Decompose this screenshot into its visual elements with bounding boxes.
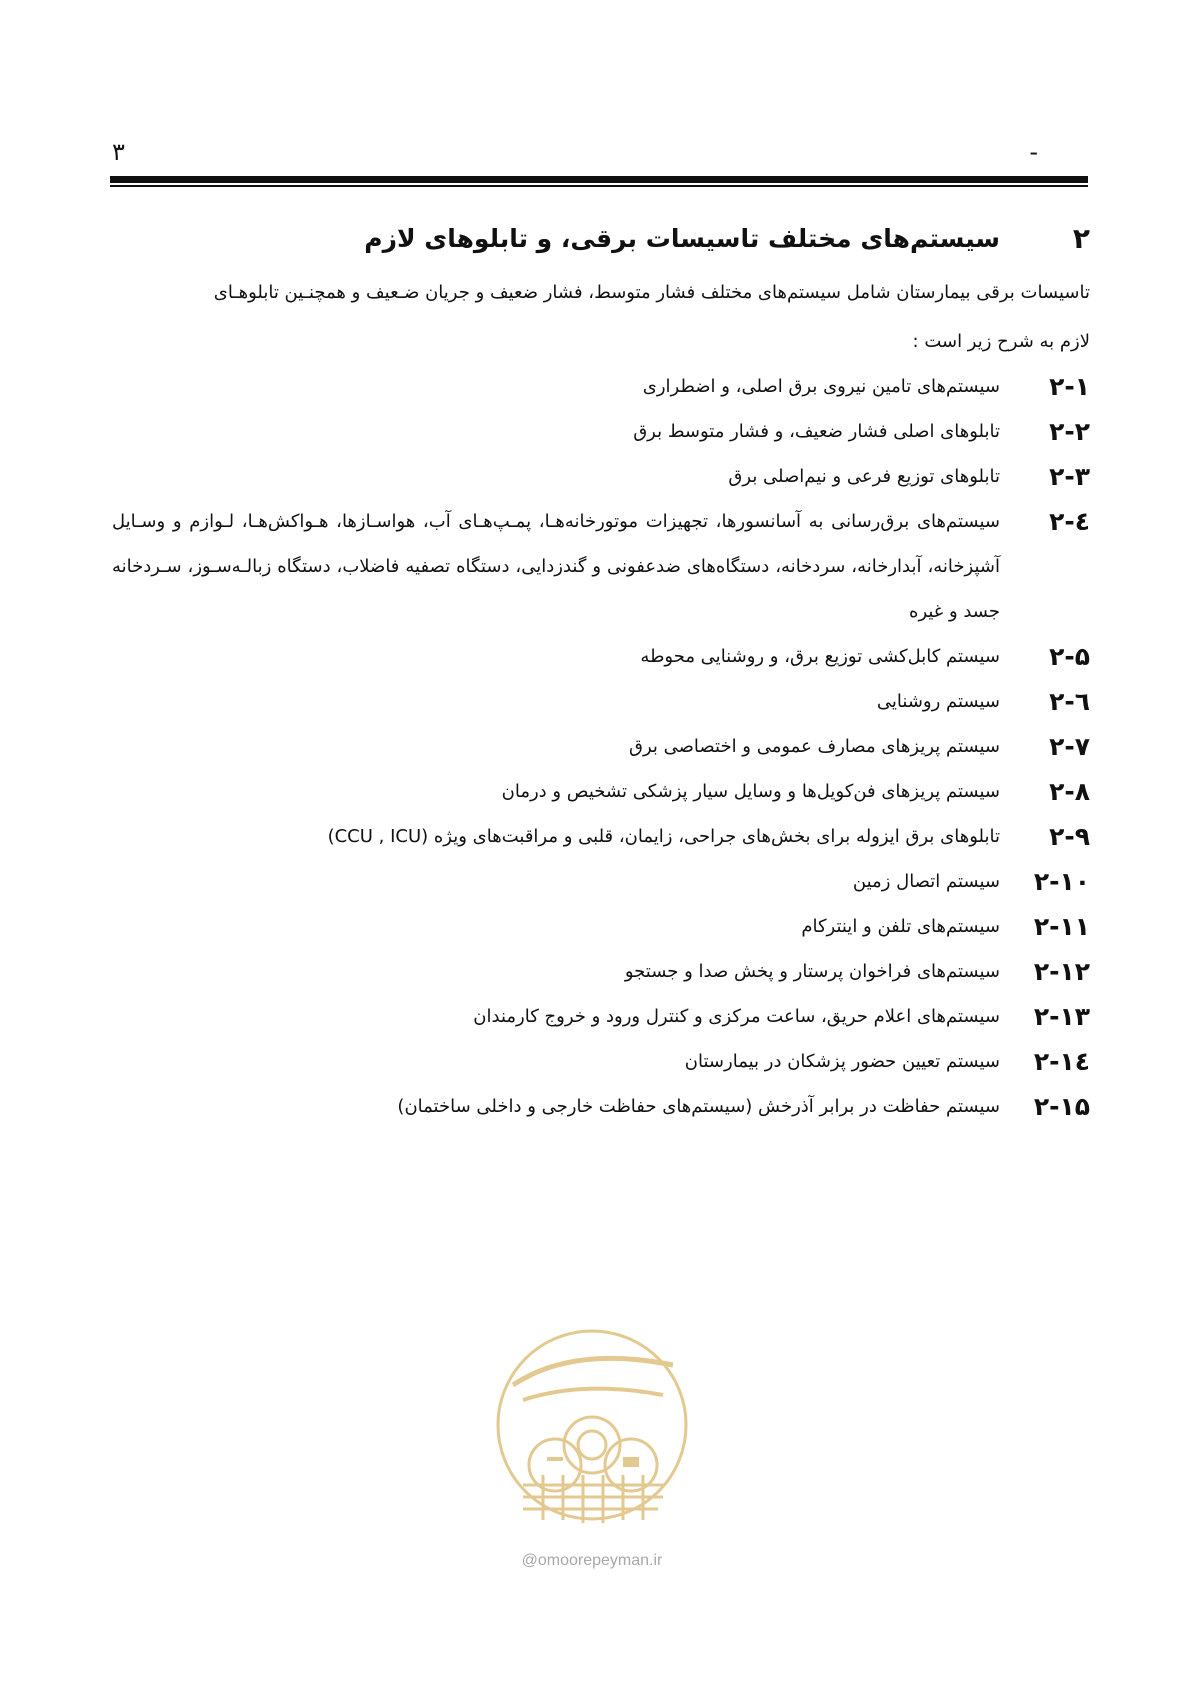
watermark-logo [483,1325,701,1561]
list-item [112,859,1090,904]
item-text: سیستم تعیین حضور پزشکان در بیمارستان [684,1051,1000,1072]
item-number: ۲-۸ [1049,777,1090,806]
intro-paragraph-line2: لازم به شرح زیر است : [912,331,1090,352]
item-number: ۲-۱۱ [1033,912,1090,941]
list-item [112,724,1090,769]
item-number: ۲-۷ [1049,732,1090,761]
list-item [112,949,1090,994]
intro-paragraph-line1: تاسیسات برقی بیمارستان شامل سیستم‌های مختلف فشار متوسط، فشار ضعیف و جریان ضـعیف و همچنـین تابلوهـای [213,282,1090,303]
list-item [112,454,1090,499]
list-item [112,409,1090,454]
item-text: سیستم اتصال زمین [852,871,1000,892]
item-number: ۲-۳ [1049,462,1090,491]
item-text: سیستم‌های تلفن و اینترکام [801,916,1000,937]
list-item [112,634,1090,679]
header-dash: - [1029,138,1038,166]
item-text: تابلوهای برق ایزوله برای بخش‌های جراحی، زایمان، قلبی و مراقبت‌های ویژه (CCU , ICU) [327,826,1000,847]
item-number: ۲-۵ [1049,642,1090,671]
item-number: ۲-١٤ [1033,1047,1090,1076]
header-rule-thin [110,185,1088,187]
item-number: ۲-۱۲ [1033,957,1090,986]
item-text: سیستم کابل‌کشی توزیع برق، و روشنایی محوطه [640,646,1000,667]
item-list [112,364,1090,1129]
list-item [112,499,1090,634]
item-text: سیستم پریزهای فن‌کویل‌ها و وسایل سیار پزشکی تشخیص و درمان [501,781,1000,802]
list-item [112,679,1090,724]
item-number: ۲-٦ [1049,687,1090,716]
page-number: ۳ [112,138,125,166]
list-item [112,769,1090,814]
watermark-site [492,1552,692,1570]
list-item [112,1039,1090,1084]
item-number: ۲-۱۰ [1033,867,1090,896]
item-number: ۲-۹ [1049,822,1090,851]
watermark-seal-icon [483,1325,701,1525]
item-number: ۲-٤ [1049,507,1090,536]
item-text: سیستم پریزهای مصارف عمومی و اختصاصی برق [629,736,1000,757]
watermark-site-text: omoorepeyman.ir [537,1552,663,1569]
item-text: سیستم روشنایی [876,691,1000,712]
header-rule-thick [110,176,1088,183]
at-icon: @ [521,1552,538,1569]
item-number: ۲-۲ [1049,417,1090,446]
list-item [112,364,1090,409]
section-heading [112,210,1090,266]
list-item [112,994,1090,1039]
item-number: ۲-۱ [1049,372,1090,401]
section-title: سیستم‌های مختلف تاسیسات برقی، و تابلوهای لازم [364,223,1000,253]
document-body [112,210,1090,1129]
list-item [112,904,1090,949]
item-text: سیستم‌های اعلام حریق، ساعت مرکزی و کنترل ورود و خروج کارمندان [473,1006,1000,1027]
item-text: سیستم‌های تامین نیروی برق اصلی، و اضطراری [642,376,1000,397]
item-text: تابلوهای توزیع فرعی و نیم‌اصلی برق [728,466,1000,487]
item-text: سیستم حفاظت در برابر آذرخش (سیستم‌های حفاظت خارجی و داخلی ساختمان) [397,1096,1000,1117]
item-text: سیستم‌های برق‌رسانی به آسانسورها، تجهیزات موتورخانه‌هـا، پمـپ‌هـای آب، هواسـازها، هـواکش‌هـا، لـوازم و وسـایل آشپزخانه، آبدارخانه، سردخانه، دستگاه‌های ضدعفونی و گندزدایی، دستگاه تصفیه فاضلاب، دستگاه زبالـه‌سـوز، سـردخانه جسد و غیره [112,511,1000,622]
list-item [112,814,1090,859]
item-text: تابلوهای اصلی فشار ضعیف، و فشار متوسط برق [633,421,1000,442]
list-item [112,1084,1090,1129]
section-number: ۲ [1072,221,1090,255]
item-number: ۲-۱۳ [1033,1002,1090,1031]
item-text: سیستم‌های فراخوان پرستار و پخش صدا و جستجو [624,961,1000,982]
item-number: ۲-۱۵ [1033,1092,1090,1121]
